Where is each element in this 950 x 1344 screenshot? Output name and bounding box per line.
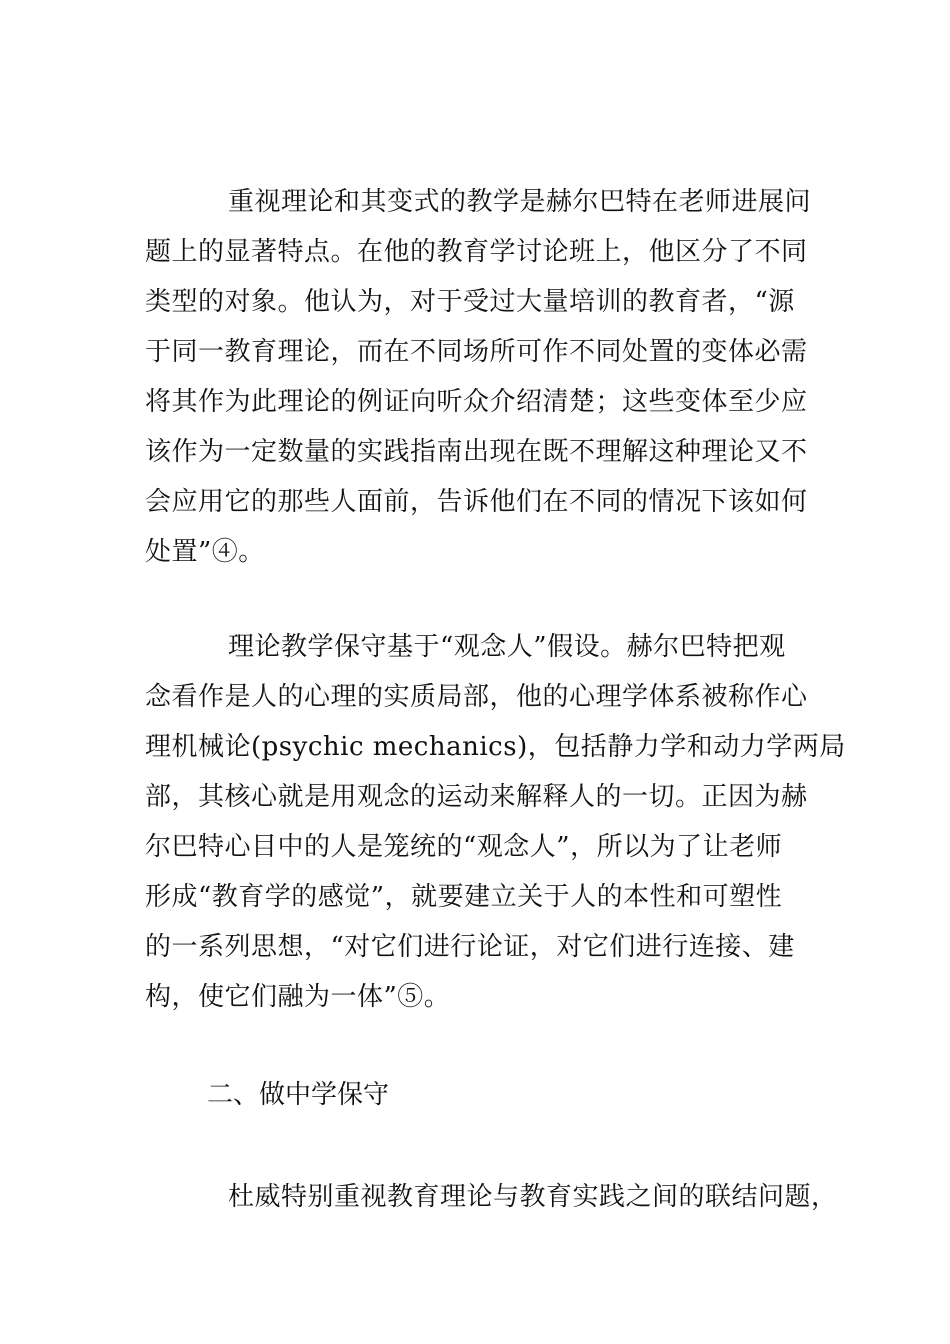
paragraph-dewey <box>145 1172 838 1222</box>
paragraph-line: 题上的显著特点。在他的教育学讨论班上，他区分了不同 <box>145 237 808 267</box>
paragraph-line: 理机械论(psychic mechanics)，包括静力学和动力学两局 <box>145 732 846 762</box>
section-heading: 二、做中学保守 <box>207 1080 390 1110</box>
paragraph-line: 将其作为此理论的例证向听众介绍清楚；这些变体至少应 <box>145 387 808 417</box>
paragraph-herbart-theory-teaching <box>145 177 825 577</box>
paragraph-line: 处置”④。 <box>145 537 265 567</box>
paragraph-line: 念看作是人的心理的实质局部，他的心理学体系被称作心 <box>145 682 808 712</box>
paragraph-line: 理论教学保守基于“观念人”假设。赫尔巴特把观 <box>228 632 786 662</box>
paragraph-line: 杜威特别重视教育理论与教育实践之间的联结问题， <box>228 1182 838 1212</box>
paragraph-idea-person-hypothesis <box>145 622 846 1022</box>
paragraph-line: 类型的对象。他认为，对于受过大量培训的教育者，“源 <box>145 287 795 317</box>
paragraph-line: 会应用它的那些人面前，告诉他们在不同的情况下该如何 <box>145 487 808 517</box>
paragraph-line: 于同一教育理论，而在不同场所可作不同处置的变体必需 <box>145 337 808 367</box>
paragraph-line: 构，使它们融为一体”⑤。 <box>145 982 451 1012</box>
paragraph-line: 该作为一定数量的实践指南出现在既不理解这种理论又不 <box>145 437 808 467</box>
paragraph-line: 尔巴特心目中的人是笼统的“观念人”，所以为了让老师 <box>145 832 783 862</box>
paragraph-line: 重视理论和其变式的教学是赫尔巴特在老师进展问 <box>228 187 812 217</box>
paragraph-line: 的一系列思想，“对它们进行论证，对它们进行连接、建 <box>145 932 795 962</box>
paragraph-line: 形成“教育学的感觉”，就要建立关于人的本性和可塑性 <box>145 882 783 912</box>
paragraph-line: 部，其核心就是用观念的运动来解释人的一切。正因为赫 <box>145 782 808 812</box>
